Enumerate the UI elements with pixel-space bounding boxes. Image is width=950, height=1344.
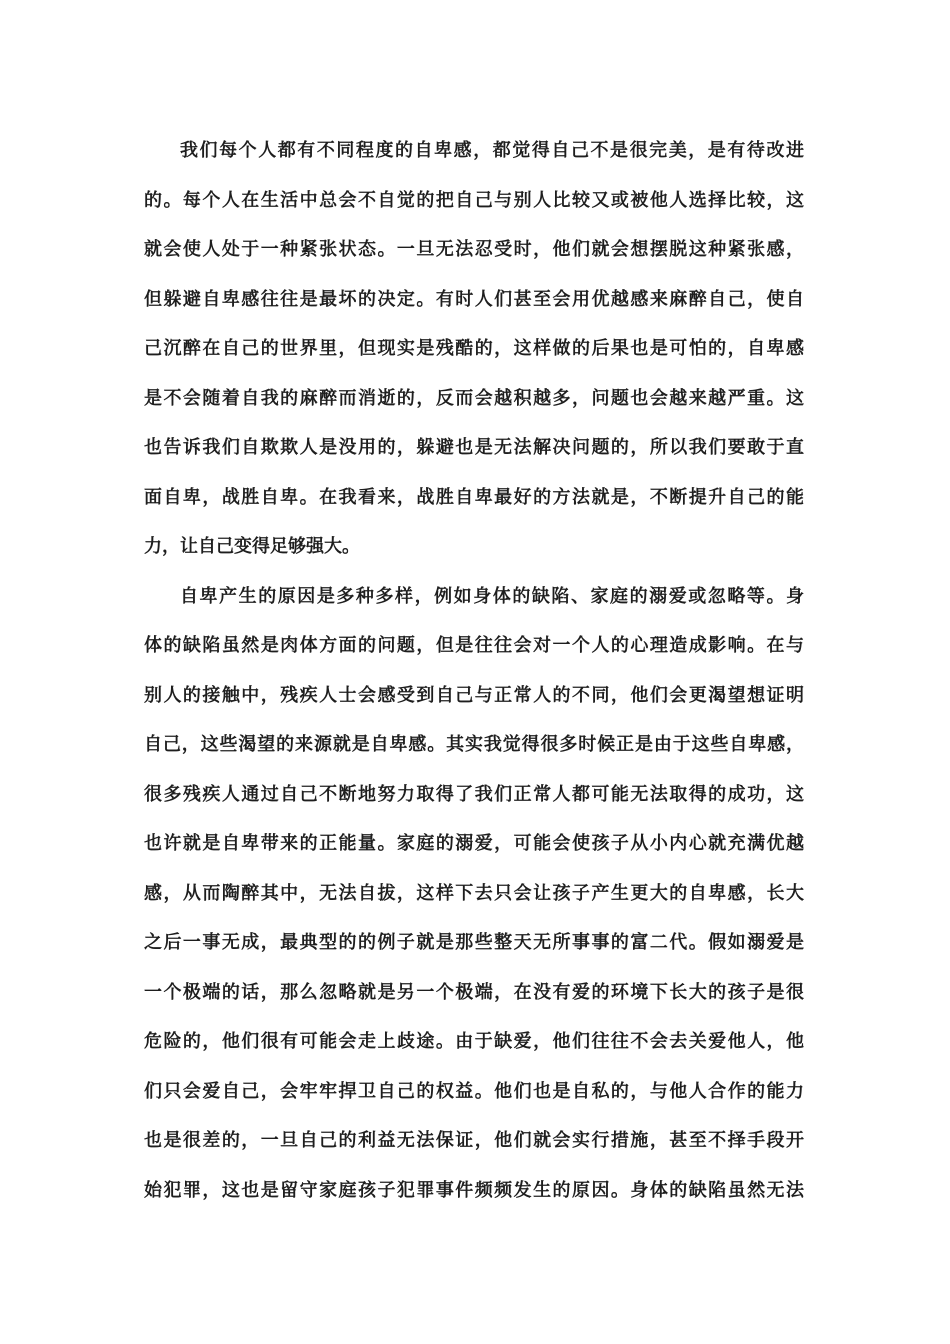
document-body bbox=[144, 126, 804, 1215]
text-line: 的。每个人在生活中总会不自觉的把自己与别人比较又或被他人选择比较，这 bbox=[144, 189, 804, 211]
text-line: 一个极端的话，那么忽略就是另一个极端，在没有爱的环境下长大的孩子是很 bbox=[144, 981, 804, 1003]
text-line: 别人的接触中，残疾人士会感受到自己与正常人的不同，他们会更渴望想证明 bbox=[144, 684, 804, 706]
text-line: 之后一事无成，最典型的的例子就是那些整天无所事事的富二代。假如溺爱是 bbox=[144, 932, 804, 953]
text-line: 力，让自己变得足够强大。 bbox=[144, 536, 360, 557]
text-line: 但躲避自卑感往往是最坏的决定。有时人们甚至会用优越感来麻醉自己，使自 bbox=[144, 288, 804, 310]
text-line: 自己，这些渴望的来源就是自卑感。其实我觉得很多时候正是由于这些自卑感， bbox=[144, 734, 804, 755]
text-line: 也许就是自卑带来的正能量。家庭的溺爱，可能会使孩子从小内心就充满优越 bbox=[144, 833, 804, 854]
text-line: 很多残疾人通过自己不断地努力取得了我们正常人都可能无法取得的成功，这 bbox=[144, 783, 804, 805]
text-line: 自卑产生的原因是多种多样，例如身体的缺陷、家庭的溺爱或忽略等。身 bbox=[180, 585, 804, 607]
text-line: 是不会随着自我的麻醉而消逝的，反而会越积越多，问题也会越来越严重。这 bbox=[144, 387, 804, 409]
paragraph-2 bbox=[144, 572, 804, 1216]
text-line: 就会使人处于一种紧张状态。一旦无法忍受时，他们就会想摆脱这种紧张感， bbox=[144, 239, 804, 260]
text-line: 们只会爱自己，会牢牢捍卫自己的权益。他们也是自私的，与他人合作的能力 bbox=[144, 1080, 804, 1102]
text-line: 己沉醉在自己的世界里，但现实是残酷的，这样做的后果也是可怕的，自卑感 bbox=[144, 338, 804, 359]
paragraph-1 bbox=[144, 126, 804, 572]
text-line: 始犯罪，这也是留守家庭孩子犯罪事件频频发生的原因。身体的缺陷虽然无法 bbox=[144, 1179, 804, 1201]
text-line: 危险的，他们很有可能会走上歧途。由于缺爱，他们往往不会去关爱他人，他 bbox=[144, 1031, 804, 1052]
text-line: 也告诉我们自欺欺人是没用的，躲避也是无法解决问题的，所以我们要敢于直 bbox=[144, 437, 804, 458]
text-line: 体的缺陷虽然是肉体方面的问题，但是往往会对一个人的心理造成影响。在与 bbox=[144, 635, 804, 656]
text-line: 我们每个人都有不同程度的自卑感，都觉得自己不是很完美，是有待改进 bbox=[180, 140, 804, 161]
text-line: 也是很差的，一旦自己的利益无法保证，他们就会实行措施，甚至不择手段开 bbox=[144, 1130, 804, 1151]
text-line: 面自卑，战胜自卑。在我看来，战胜自卑最好的方法就是，不断提升自己的能 bbox=[144, 486, 804, 508]
text-line: 感，从而陶醉其中，无法自拔，这样下去只会让孩子产生更大的自卑感，长大 bbox=[144, 882, 804, 904]
